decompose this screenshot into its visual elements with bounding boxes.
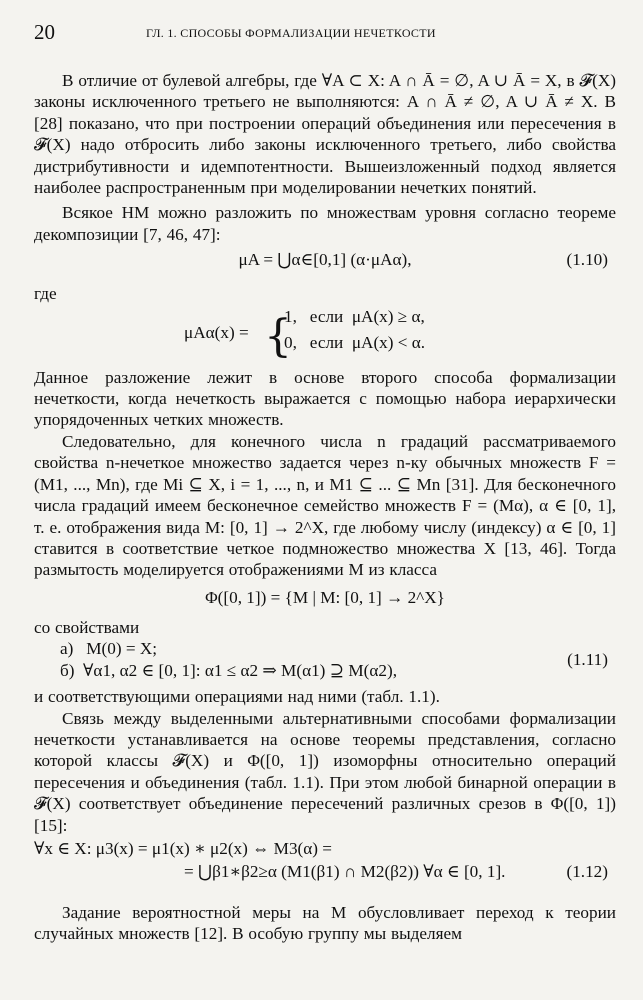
paragraph-boolean-algebra: В отличие от булевой алгебры, где ∀A ⊂ X: A ∩ Ā = ∅, A ∪ Ā = X, в 𝓕(X) законы исключенного третьего не выполняются: A ∩ Ā ≠ ∅, A ∪ Ā ≠ X. В [28] показано, что при построении операций объединения или пересечения в 𝓕(X) надо отбросить либо законы исключенного третьего, либо свойства дистрибутивности и идемпотентности. Вышеизложенный подход является наиболее распространенным при моделировании нечетких понятий. (34, 71, 616, 198)
equation-number-1-11: (1.11) (567, 650, 608, 670)
where-label: где (34, 284, 57, 304)
left-brace-glyph: { (264, 310, 292, 362)
piecewise-case-2: 0, если μA(x) < α. (284, 332, 426, 352)
equation-1-12 (34, 838, 616, 890)
equation-number-1-10: (1.10) (566, 250, 608, 270)
piecewise-lhs: μAα(x) = (184, 322, 249, 342)
page-number: 20 (34, 20, 55, 44)
piecewise-case-1: 1, если μA(x) ≥ α, (284, 306, 425, 326)
running-title: ГЛ. 1. СПОСОБЫ ФОРМАЛИЗАЦИИ НЕЧЕТКОСТИ (146, 26, 436, 40)
paragraph-representation-theorem: Связь между выделенными альтернативными способами формализации нечеткости устанавливается на основе теоремы представления, согласно которой классы 𝓕(X) и Φ([0, 1]) изоморфны относительно операций пересечения и объединения (табл. 1.1). При этом любой бинарной операции в 𝓕(X) соответствует объединение пересечений различных срезов в Φ([0, 1]) [15]: (34, 708, 616, 835)
page-body (34, 70, 616, 945)
phi-class-formula-body: Φ([0, 1]) = {M | M: [0, 1] → 2^X} (205, 587, 445, 607)
paragraph-decomposition: Всякое НМ можно разложить по множествам уровня согласно теореме декомпозиции [7, 46, 47]: (34, 203, 616, 244)
with-properties-label: со свойствами (34, 617, 140, 637)
piecewise-definition (184, 301, 616, 367)
phi-class-formula (34, 581, 616, 617)
equation-1-12-line-2: = ⋃β1∗β2≥α (M1(β1) ∩ M2(β2)) ∀α ∈ [0, 1]. (184, 861, 506, 881)
property-b: б) ∀α1, α2 ∈ [0, 1]: α1 ≤ α2 ⇒ M(α1) ⊇ M(α2), (60, 661, 398, 681)
paragraph-second-method: Данное разложение лежит в основе второго способа формализации нечеткости, когда нечеткость выражается с помощью набора иерархически упорядоченных четких множеств. (34, 367, 616, 430)
paragraph-random-sets: Задание вероятностной меры на M обусловливает переход к теории случайных множеств [12]. В особую группу мы выделяем (34, 902, 616, 944)
page-header (34, 20, 614, 46)
property-a: а) M(0) = X; (60, 639, 158, 659)
equation-1-10-body: μA = ⋃α∈[0,1] (α·μAα), (238, 250, 412, 270)
equation-number-1-12: (1.12) (566, 861, 608, 881)
equation-1-12-line-1: ∀x ∈ X: μ3(x) = μ1(x) ∗ μ2(x) ⇔ M3(α) = (34, 838, 332, 858)
equation-1-10 (34, 245, 616, 283)
equation-1-11 (60, 638, 616, 686)
paragraph-operations: и соответствующими операциями над ними (табл. 1.1). (34, 687, 440, 707)
paragraph-n-fuzzy-sets: Следовательно, для конечного числа n градаций рассматриваемого свойства n-нечеткое множество задается через n-ку обычных множеств F = (M1, ..., Mn), где Mi ⊆ X, i = 1, ..., n, и M1 ⊆ ... ⊆ Mn [31]. Для бесконечного числа градаций имеем бесконечное семейство множеств F = (Mα), α ∈ [0, 1], т. е. отображения вида M: [0, 1] → 2^X, где любому числу (индексу) α ∈ [0, 1] ставится в соответствие четкое подмножество множества X [13, 46]. Тогда размытость моделируется отображениями M из класса (34, 431, 616, 580)
